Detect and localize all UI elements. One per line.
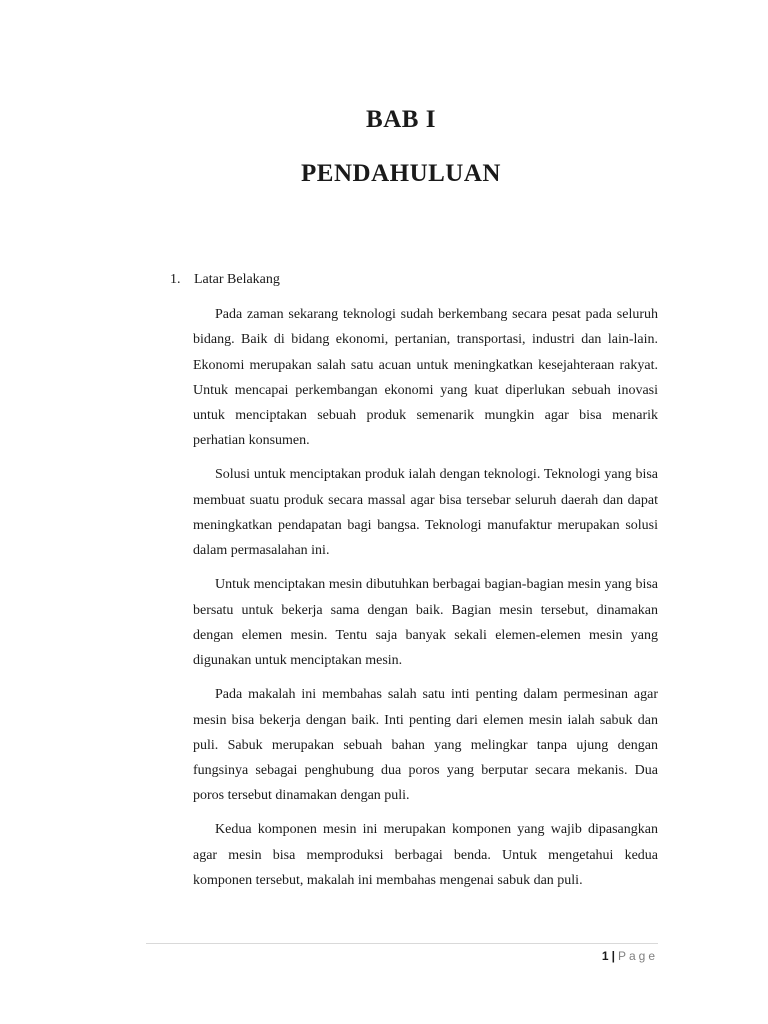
body-text: [193, 302, 658, 902]
page-separator: |: [611, 949, 615, 963]
section-heading: [170, 270, 280, 290]
page-footer: [602, 947, 658, 965]
paragraph: Pada zaman sekarang teknologi sudah berkembang secara pesat pada seluruh bidang. Baik di bidang ekonomi, pertanian, transportasi, industri dan lain-lain. Ekonomi merupakan salah satu acuan untuk meningkatkan kesejahteraan rakyat. Untuk mencapai perkembangan ekonomi yang kuat diperlukan sebuah inovasi untuk menciptakan sebuah produk semenarik mungkin agar bisa menarik perhatian konsumen.: [193, 307, 658, 449]
footer-divider: [146, 943, 658, 944]
chapter-title: PENDAHULUAN: [301, 160, 501, 187]
paragraph: Pada makalah ini membahas salah satu inti penting dalam permesinan agar mesin bisa bekerja dengan baik. Inti penting dari elemen mesin ialah sabuk dan puli. Sabuk merupakan sebuah bahan yang melingkar tanpa ujung dengan fungsinya sebagai penghubung dua poros yang berputar secara mekanis. Dua poros tersebut dinamakan dengan puli.: [193, 687, 658, 804]
section-number: 1.: [170, 272, 181, 287]
section-title: Latar Belakang: [194, 272, 280, 287]
chapter-label: BAB I: [366, 106, 436, 133]
paragraph: Kedua komponen mesin ini merupakan komponen yang wajib dipasangkan agar mesin bisa memproduksi berbagai benda. Untuk mengetahui kedua komponen tersebut, makalah ini membahas mengenai sabuk dan puli.: [193, 822, 658, 888]
paragraph: Untuk menciptakan mesin dibutuhkan berbagai bagian-bagian mesin yang bisa bersatu untuk bekerja sama dengan baik. Bagian mesin tersebut, dinamakan dengan elemen mesin. Tentu saja banyak sekali elemen-elemen mesin yang digunakan untuk menciptakan mesin.: [193, 577, 658, 669]
page-word: Page: [617, 949, 658, 963]
paragraph: Solusi untuk menciptakan produk ialah dengan teknologi. Teknologi yang bisa membuat suatu produk secara massal agar bisa tersebar seluruh daerah dan dapat meningkatkan pendapatan bagi bangsa. Teknologi manufaktur merupakan solusi dalam permasalahan ini.: [193, 467, 658, 559]
page-number: 1: [601, 949, 609, 963]
